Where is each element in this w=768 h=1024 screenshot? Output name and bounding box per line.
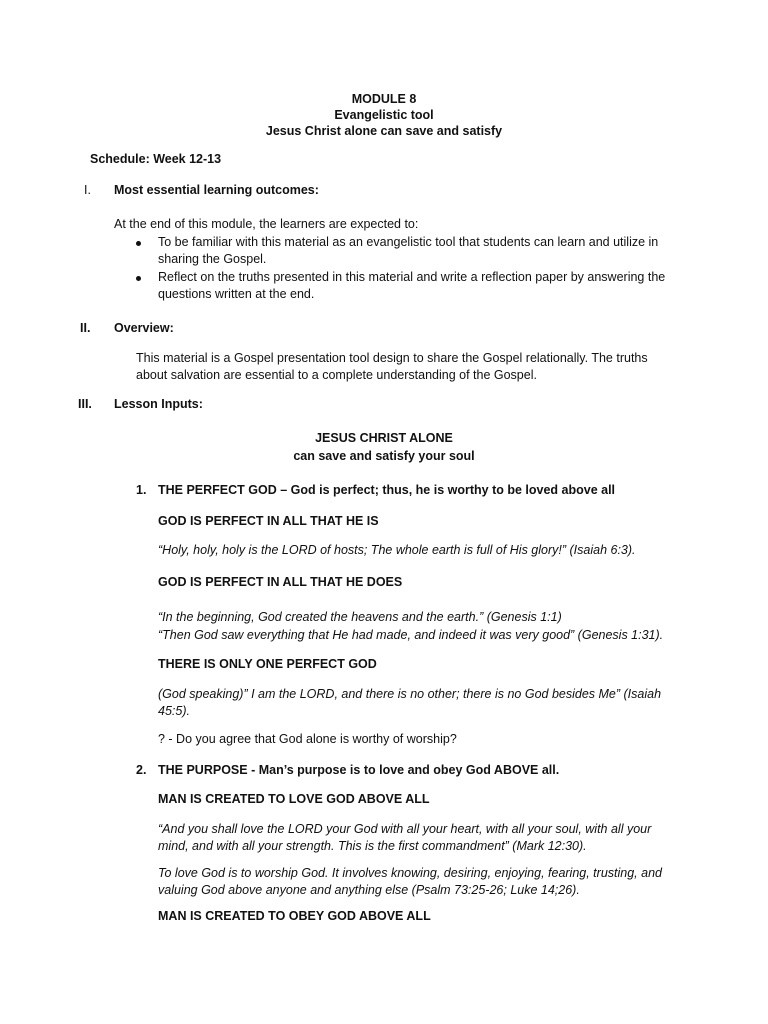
subheading-perfect-in-all-he-does: GOD IS PERFECT IN ALL THAT HE DOES — [158, 575, 403, 589]
quote-mark-12-30: “And you shall love the LORD your God with all your heart, with all your soul, with all your mind, and with all your strength. This is the first commandment” (Mark 12:30). — [158, 822, 652, 853]
point-title-perfect-god: THE PERFECT GOD – God is perfect; thus, he is worthy to be loved above all — [158, 483, 616, 497]
quote-genesis-1-31: “Then God saw everything that He had made, and indeed it was very good” (Genesis 1:31). — [158, 628, 664, 642]
overview-body: This material is a Gospel presentation tool design to share the Gospel relationally. The truths about salvation are essential to a complete understanding of the Gospel. — [136, 351, 648, 382]
point-title-purpose: THE PURPOSE - Man’s purpose is to love and obey God ABOVE all. — [158, 763, 560, 777]
point-number-2: 2. — [136, 763, 147, 777]
lesson-subtitle: can save and satisfy your soul — [293, 449, 475, 463]
subheading-perfect-in-all-he-is: GOD IS PERFECT IN ALL THAT HE IS — [158, 514, 379, 528]
section-heading-overview: Overview: — [114, 321, 174, 335]
paragraph-love-is-worship: To love God is to worship God. It involves knowing, desiring, enjoying, fearing, trusting, and valuing God above anyone and anything else (Psalm 73:25-26; Luke 14;26). — [158, 866, 662, 897]
section-heading-outcomes: Most essential learning outcomes: — [114, 183, 319, 197]
module-number: MODULE 8 — [351, 92, 417, 106]
bullet-dot — [136, 276, 141, 281]
point-number-1: 1. — [136, 483, 147, 497]
section-numeral-3: III. — [78, 397, 92, 411]
schedule: Schedule: Week 12-13 — [90, 152, 222, 166]
section-numeral-2: II. — [80, 321, 91, 335]
outcome-bullet-1: To be familiar with this material as an evangelistic tool that students can learn and utilize in sharing the Gospel. — [158, 235, 659, 266]
lesson-title: JESUS CHRIST ALONE — [315, 431, 453, 445]
quote-isaiah-6-3: “Holy, holy, holy is the LORD of hosts; The whole earth is full of His glory!” (Isaiah 6:3). — [158, 543, 636, 557]
section-numeral-1: I. — [84, 183, 91, 197]
quote-genesis-1-1: “In the beginning, God created the heavens and the earth.” (Genesis 1:1) — [158, 610, 562, 624]
section-heading-lesson-inputs: Lesson Inputs: — [114, 397, 203, 411]
module-subtitle: Evangelistic tool — [334, 108, 434, 122]
quote-isaiah-45-5: (God speaking)” I am the LORD, and there is no other; there is no God besides Me” (Isaiah 45:5). — [158, 687, 662, 718]
subheading-created-to-obey: MAN IS CREATED TO OBEY GOD ABOVE ALL — [158, 909, 431, 923]
outcomes-intro: At the end of this module, the learners are expected to: — [114, 217, 419, 231]
outcome-bullet-2: Reflect on the truths presented in this material and write a reflection paper by answering the questions written at the end. — [158, 270, 666, 301]
module-title: Jesus Christ alone can save and satisfy — [265, 124, 503, 138]
bullet-dot — [136, 241, 141, 246]
subheading-one-perfect-god: THERE IS ONLY ONE PERFECT GOD — [158, 657, 377, 671]
reflection-question: ? - Do you agree that God alone is worthy of worship? — [158, 732, 457, 746]
subheading-created-to-love: MAN IS CREATED TO LOVE GOD ABOVE ALL — [158, 792, 430, 806]
